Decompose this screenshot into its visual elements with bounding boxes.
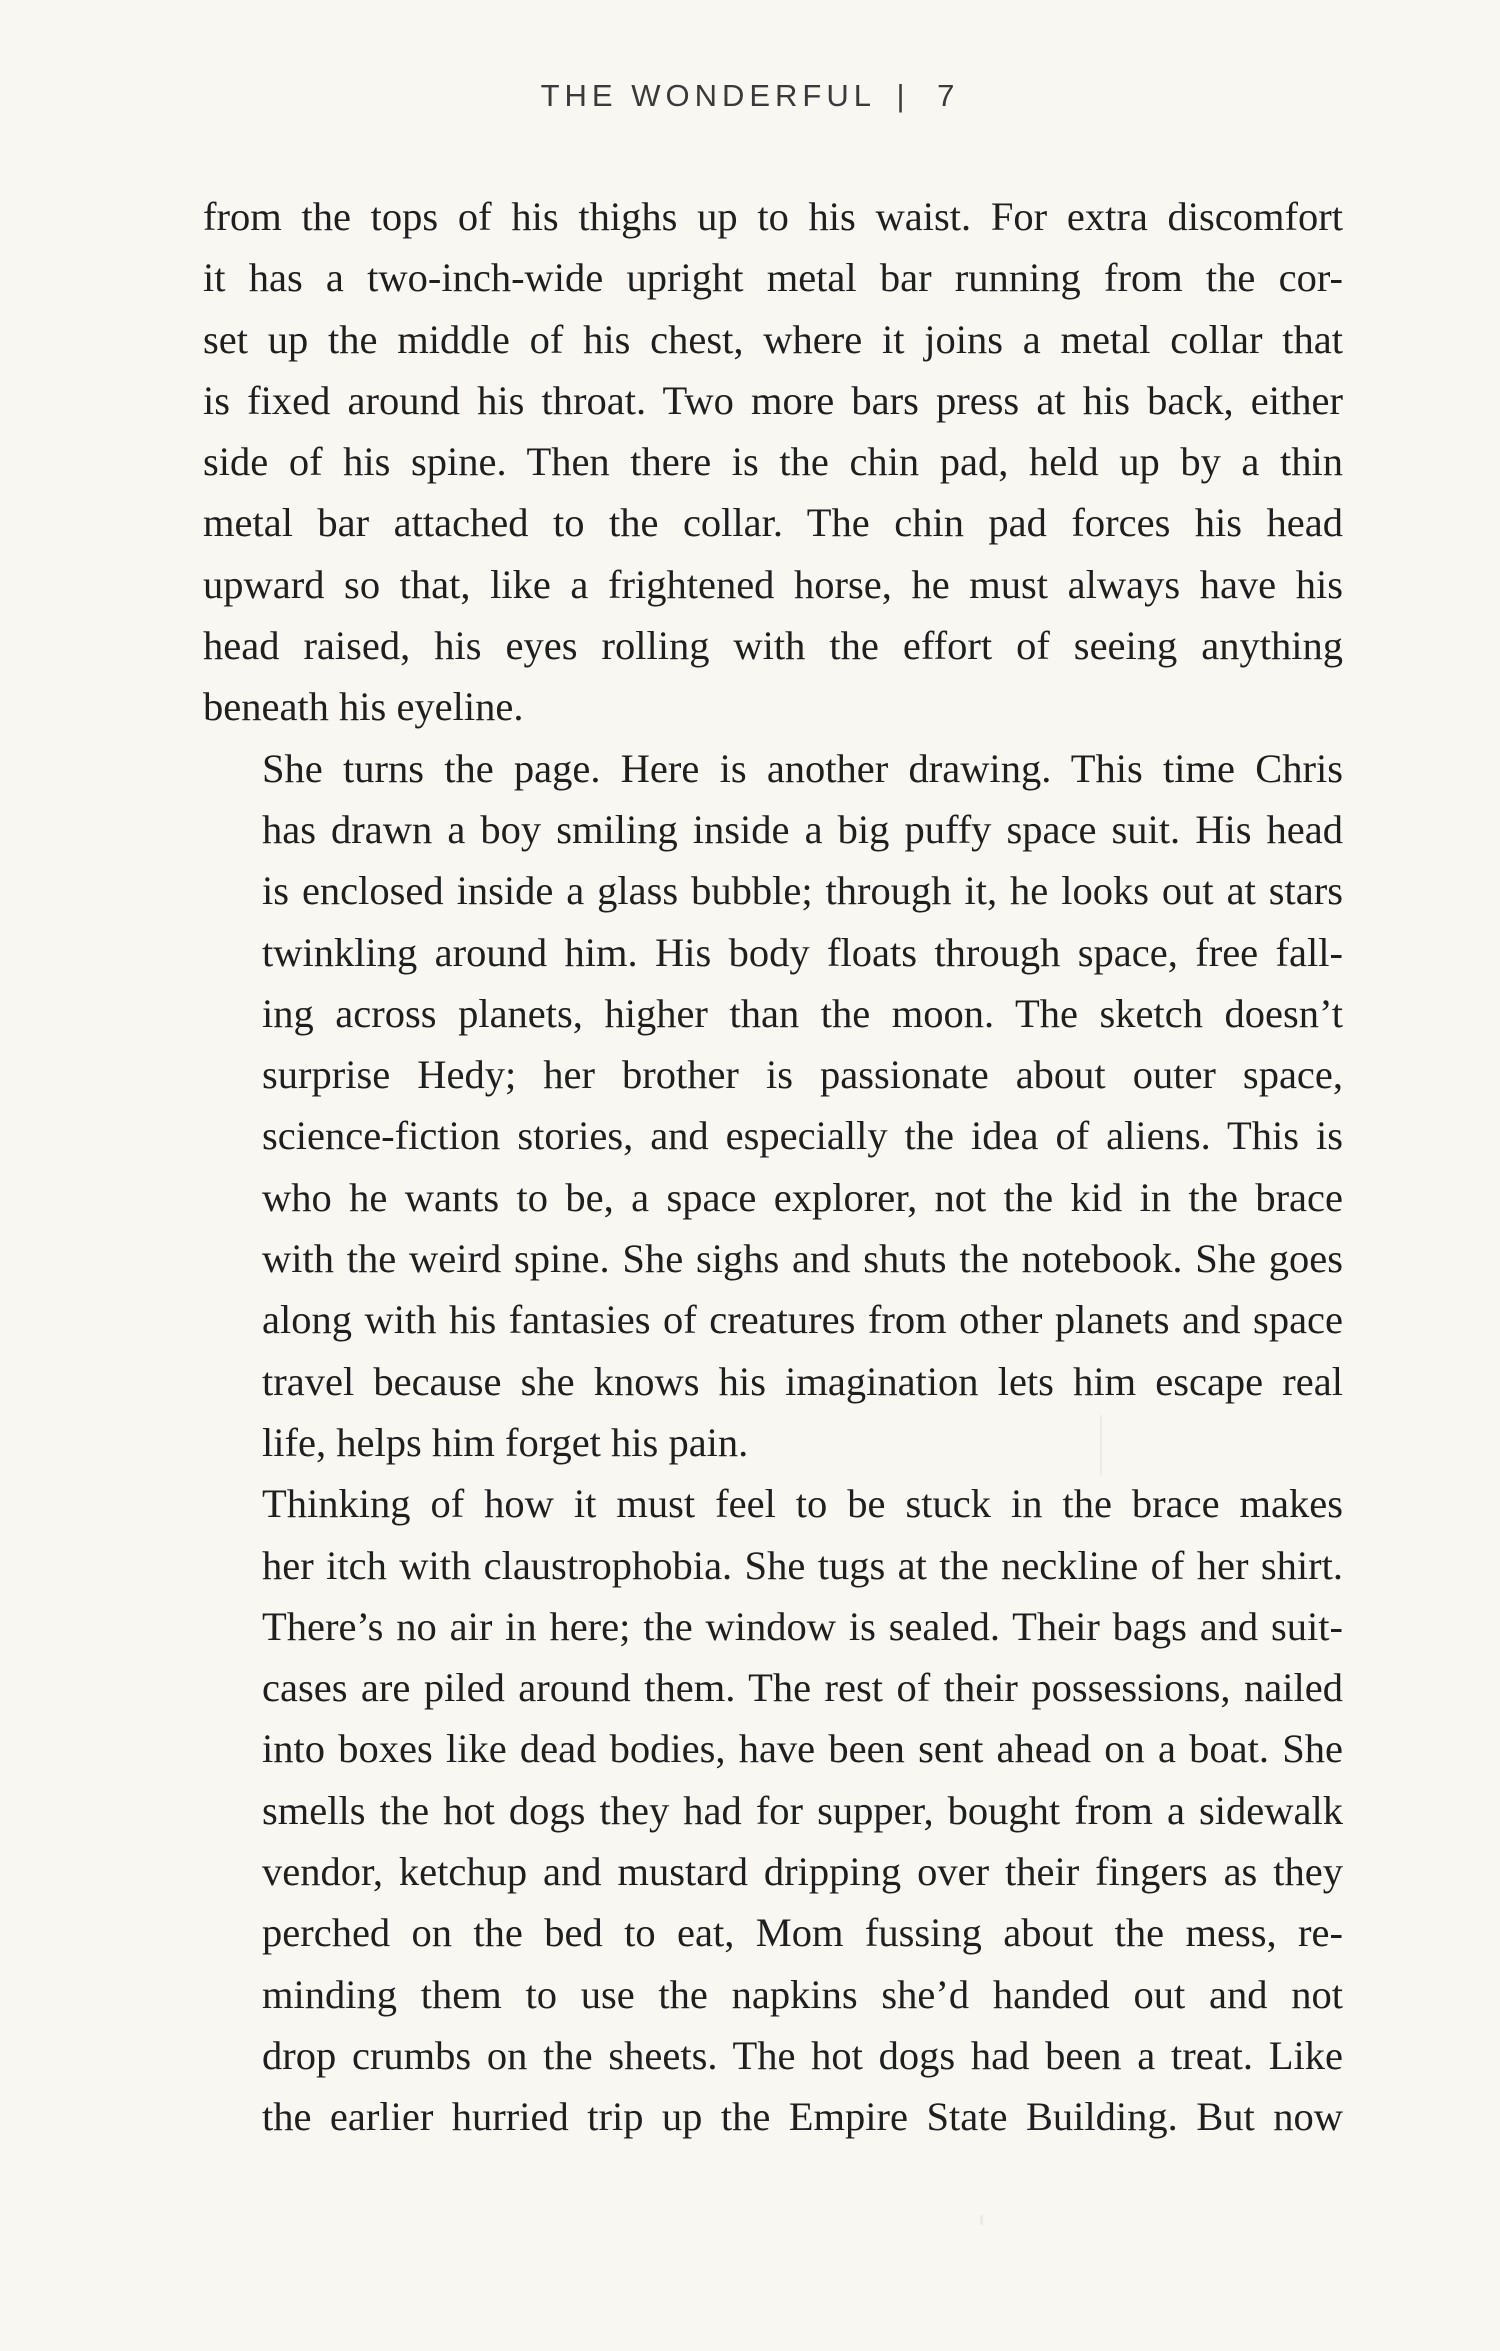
text-line: from the tops of his thighs up to his waist. For extra discomfort [203, 194, 1343, 239]
text-line: the earlier hurried trip up the Empire State Building. But now [262, 2094, 1343, 2140]
text-line: upward so that, like a frightened horse, he must always have his [203, 561, 1343, 607]
text-line: cases are piled around them. The rest of their possessions, nailed [262, 1665, 1343, 1711]
text-line: with the weird spine. She sighs and shuts the notebook. She goes [262, 1236, 1343, 1282]
text-line: There’s no air in here; the window is sealed. Their bags and suit- [262, 1603, 1343, 1649]
text-line: head raised, his eyes rolling with the effort of seeing anything [203, 623, 1343, 669]
text-line: side of his spine. Then there is the chin pad, held up by a thin [203, 439, 1343, 485]
text-line: life, helps him forget his pain. [262, 1419, 749, 1465]
text-line: her itch with claustrophobia. She tugs at the neckline of her shirt. [262, 1542, 1343, 1588]
text-line: minding them to use the napkins she’d handed out and not [262, 1971, 1343, 2017]
paragraph-1 [203, 186, 1343, 738]
page-number: 7 [937, 78, 960, 113]
text-line: beneath his eyeline. [203, 684, 524, 730]
text-line: it has a two-inch-wide upright metal bar running from the cor- [203, 255, 1343, 301]
text-line: along with his fantasies of creatures from other planets and space [262, 1297, 1343, 1343]
text-line: vendor, ketchup and mustard dripping over their fingers as they [262, 1849, 1343, 1895]
paragraph-3 [203, 1473, 1343, 2147]
body-text [203, 186, 1343, 2148]
text-line: surprise Hedy; her brother is passionate about outer space, [262, 1052, 1343, 1098]
scan-artifact [980, 2215, 983, 2225]
text-line: smells the hot dogs they had for supper, bought from a sidewalk [262, 1787, 1343, 1833]
paragraph-2 [203, 738, 1343, 1474]
running-head-separator: | [896, 78, 910, 113]
text-line: set up the middle of his chest, where it joins a metal collar that [203, 316, 1343, 362]
text-line: perched on the bed to eat, Mom fussing about the mess, re- [262, 1910, 1343, 1956]
text-line: who he wants to be, a space explorer, not the kid in the brace [262, 1174, 1343, 1220]
scan-artifact [1100, 1415, 1102, 1475]
text-line: ing across planets, higher than the moon. The sketch doesn’t [262, 990, 1343, 1036]
text-line: drop crumbs on the sheets. The hot dogs had been a treat. Like [262, 2032, 1343, 2078]
running-head [0, 78, 1500, 114]
text-line: is fixed around his throat. Two more bars press at his back, either [203, 377, 1343, 423]
text-line: twinkling around him. His body floats through space, free fall- [262, 929, 1343, 975]
text-line: science-fiction stories, and especially the idea of aliens. This is [262, 1113, 1343, 1159]
text-line: has drawn a boy smiling inside a big puffy space suit. His head [262, 806, 1343, 852]
running-head-title: THE WONDERFUL [540, 78, 875, 113]
text-line: travel because she knows his imagination lets him escape real [262, 1358, 1343, 1404]
text-line: metal bar attached to the collar. The chin pad forces his head [203, 500, 1343, 546]
text-line: Thinking of how it must feel to be stuck in the brace makes [262, 1481, 1343, 1527]
text-line: is enclosed inside a glass bubble; through it, he looks out at stars [262, 868, 1343, 914]
text-line: She turns the page. Here is another drawing. This time Chris [262, 745, 1343, 791]
text-line: into boxes like dead bodies, have been sent ahead on a boat. She [262, 1726, 1343, 1772]
